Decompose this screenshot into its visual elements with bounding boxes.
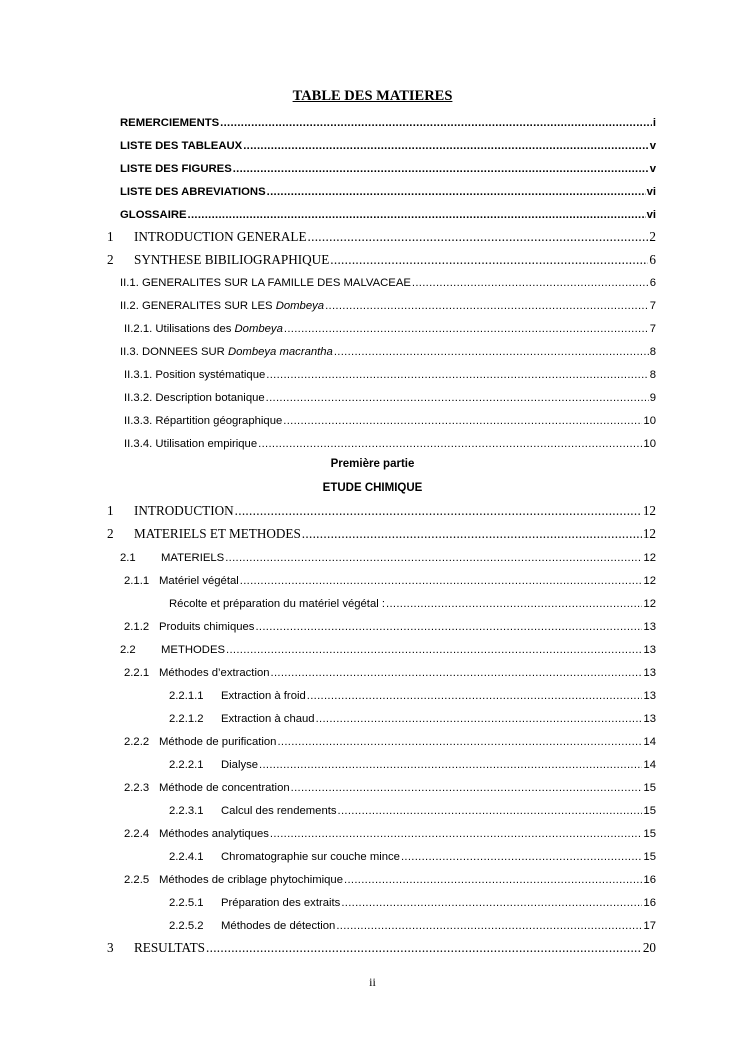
toc-entry-number: 2.2.5 bbox=[124, 874, 150, 886]
toc-entry-label: II.3.1. Position systématique bbox=[124, 369, 266, 381]
toc-entry[interactable] bbox=[120, 297, 656, 315]
toc-entry-page: 20 bbox=[642, 940, 656, 955]
dot-leader bbox=[188, 206, 646, 224]
dot-leader bbox=[325, 297, 649, 315]
toc-entry-label: SYNTHESE BIBILIOGRAPHIQUE bbox=[134, 252, 330, 267]
toc-entry-label: Méthodes d’extraction bbox=[159, 667, 270, 679]
dot-leader bbox=[270, 825, 643, 843]
toc-entry-label: II.3.2. Description botanique bbox=[124, 392, 265, 404]
dot-leader bbox=[206, 939, 642, 957]
toc-entry[interactable] bbox=[124, 435, 656, 453]
part-label: Première partie bbox=[330, 458, 415, 470]
toc-entry[interactable] bbox=[107, 502, 656, 520]
toc-entry-page: 7 bbox=[649, 323, 656, 335]
toc-entry-label: Calcul des rendements bbox=[221, 805, 337, 817]
toc-entry-label: Extraction à froid bbox=[221, 690, 306, 702]
dot-leader bbox=[302, 525, 642, 543]
toc-entry-label: REMERCIEMENTS bbox=[120, 117, 220, 129]
toc-entry[interactable] bbox=[120, 137, 656, 155]
toc-entry[interactable] bbox=[120, 114, 656, 132]
toc-entry[interactable] bbox=[124, 412, 656, 430]
toc-entry-page: 8 bbox=[649, 346, 656, 358]
toc-entry-number: 2.2.1 bbox=[124, 667, 150, 679]
toc-entry-label: II.1. GENERALITES SUR LA FAMILLE DES MALVACEAE bbox=[120, 277, 411, 289]
part-subtitle: ETUDE CHIMIQUE bbox=[322, 482, 423, 494]
toc-entry[interactable] bbox=[124, 825, 656, 843]
dot-leader bbox=[336, 917, 642, 935]
toc-entry-page: 12 bbox=[643, 598, 656, 610]
toc-entry-page: 13 bbox=[643, 690, 656, 702]
toc-entry-number: 2.2.2.1 bbox=[169, 759, 204, 771]
toc-entry[interactable] bbox=[169, 756, 656, 774]
page-number: ii bbox=[369, 975, 376, 989]
toc-entry-label: Chromatographie sur couche mince bbox=[221, 851, 400, 863]
toc-entry-label-italic: Dombeya bbox=[275, 300, 325, 312]
toc-entry-label: II.3.4. Utilisation empirique bbox=[124, 438, 258, 450]
toc-entry[interactable] bbox=[120, 160, 656, 178]
toc-entry-label: Méthodes analytiques bbox=[159, 828, 269, 840]
toc-entry-label: RESULTATS bbox=[134, 940, 206, 955]
toc-entry-label: Extraction à chaud bbox=[221, 713, 315, 725]
toc-entry-page: vi bbox=[646, 186, 656, 198]
toc-entry-label: LISTE DES FIGURES bbox=[120, 163, 232, 175]
toc-entry-label: II.2.1. Utilisations des Dombeya bbox=[124, 323, 283, 335]
toc-entry-label: INTRODUCTION GENERALE bbox=[134, 229, 307, 244]
toc-entry-number: 2.2.1.2 bbox=[169, 713, 204, 725]
toc-entry-page: 13 bbox=[643, 713, 656, 725]
toc-entry-page: 6 bbox=[649, 277, 656, 289]
dot-leader bbox=[271, 664, 643, 682]
toc-entry[interactable] bbox=[169, 848, 656, 866]
toc-entry[interactable] bbox=[124, 320, 656, 338]
dot-leader bbox=[334, 343, 649, 361]
toc-entry-number: 2.2.4 bbox=[124, 828, 150, 840]
toc-entry[interactable] bbox=[107, 228, 656, 246]
toc-entry[interactable] bbox=[120, 206, 656, 224]
toc-entry-page: 12 bbox=[643, 552, 656, 564]
toc-entry[interactable] bbox=[107, 525, 656, 543]
toc-entry-label: METHODES bbox=[161, 644, 226, 656]
toc-entry[interactable] bbox=[169, 894, 656, 912]
toc-entry-label: II.3. DONNEES SUR Dombeya macrantha bbox=[120, 346, 333, 358]
toc-entry-number: 2.2.1.1 bbox=[169, 690, 204, 702]
dot-leader bbox=[284, 320, 649, 338]
dot-leader bbox=[226, 641, 642, 659]
toc-entry[interactable] bbox=[124, 572, 656, 590]
dot-leader bbox=[258, 435, 642, 453]
toc-entry[interactable] bbox=[169, 687, 656, 705]
toc-entry[interactable] bbox=[169, 802, 656, 820]
toc-entry-page: 15 bbox=[643, 851, 656, 863]
dot-leader bbox=[316, 710, 643, 728]
toc-entry-number: 2.1 bbox=[120, 552, 136, 564]
toc-entry-page: 17 bbox=[643, 920, 656, 932]
toc-entry[interactable] bbox=[120, 549, 656, 567]
toc-entry-label: Méthode de purification bbox=[159, 736, 277, 748]
toc-entry-page: 16 bbox=[643, 874, 656, 886]
toc-entry[interactable] bbox=[169, 917, 656, 935]
toc-entry[interactable] bbox=[124, 366, 656, 384]
toc-title: TABLE DES MATIERES bbox=[292, 88, 453, 104]
dot-leader bbox=[291, 779, 643, 797]
dot-leader bbox=[233, 160, 649, 178]
toc-entry[interactable] bbox=[169, 595, 656, 613]
toc-entry[interactable] bbox=[124, 618, 656, 636]
dot-leader bbox=[283, 412, 642, 430]
toc-entry-label: Produits chimiques bbox=[159, 621, 255, 633]
toc-entry-page: v bbox=[649, 140, 656, 152]
toc-entry-label: MATERIELS ET METHODES bbox=[134, 526, 301, 541]
toc-entry-page: 14 bbox=[643, 736, 656, 748]
toc-entry[interactable] bbox=[120, 274, 656, 292]
toc-entry-number: 2.2.5.1 bbox=[169, 897, 204, 909]
toc-entry-number: 3 bbox=[107, 940, 114, 955]
toc-entry-label: INTRODUCTION bbox=[134, 503, 234, 518]
dot-leader bbox=[412, 274, 649, 292]
toc-entry-label: MATERIELS bbox=[161, 552, 225, 564]
toc-entry-page: 2 bbox=[649, 229, 656, 244]
dot-leader bbox=[344, 871, 642, 889]
toc-entry-page: 7 bbox=[649, 300, 656, 312]
toc-entry-label: II.2. GENERALITES SUR LES Dombeya bbox=[120, 300, 325, 312]
dot-leader bbox=[225, 549, 642, 567]
toc-entry-label: Récolte et préparation du matériel végétal : bbox=[169, 598, 386, 610]
toc-entry-page: 15 bbox=[643, 805, 656, 817]
toc-entry-page: 15 bbox=[643, 782, 656, 794]
toc-entry-page: 13 bbox=[643, 644, 656, 656]
dot-leader bbox=[308, 228, 649, 246]
toc-entry-number: 2 bbox=[107, 252, 114, 267]
toc-entry-number: 2.2.5.2 bbox=[169, 920, 204, 932]
toc-entry-page: 13 bbox=[643, 667, 656, 679]
toc-entry-number: 2.2.3.1 bbox=[169, 805, 204, 817]
toc-entry-page: v bbox=[649, 163, 656, 175]
toc-entry-page: 8 bbox=[649, 369, 656, 381]
toc-entry-page: 10 bbox=[643, 415, 656, 427]
toc-entry-number: 2 bbox=[107, 526, 114, 541]
toc-entry[interactable] bbox=[169, 710, 656, 728]
toc-entry-label: LISTE DES ABREVIATIONS bbox=[120, 186, 266, 198]
dot-leader bbox=[341, 894, 642, 912]
dot-leader bbox=[235, 502, 642, 520]
toc-entry-number: 2.2 bbox=[120, 644, 136, 656]
toc-entry-page: 10 bbox=[643, 438, 656, 450]
toc-entry-label-italic: Dombeya macrantha bbox=[227, 346, 333, 358]
toc-entry-number: 1 bbox=[107, 503, 114, 518]
dot-leader bbox=[401, 848, 642, 866]
toc-entry[interactable] bbox=[120, 343, 656, 361]
toc-entry[interactable] bbox=[124, 779, 656, 797]
dot-leader bbox=[243, 137, 649, 155]
toc-entry-number: 2.2.3 bbox=[124, 782, 150, 794]
dot-leader bbox=[266, 366, 648, 384]
toc-entry-number: 2.2.2 bbox=[124, 736, 150, 748]
toc-entry-label: Matériel végétal bbox=[159, 575, 239, 587]
toc-entry-page: 14 bbox=[643, 759, 656, 771]
toc-entry-label: II.3.3. Répartition géographique bbox=[124, 415, 283, 427]
toc-entry-page: vi bbox=[646, 209, 656, 221]
toc-entry-number: 2.1.2 bbox=[124, 621, 150, 633]
toc-entry[interactable] bbox=[124, 389, 656, 407]
toc-entry[interactable] bbox=[124, 733, 656, 751]
toc-entry-page: 16 bbox=[643, 897, 656, 909]
toc-entry-label: LISTE DES TABLEAUX bbox=[120, 140, 243, 152]
toc-entry-page: i bbox=[652, 117, 656, 129]
dot-leader bbox=[386, 595, 642, 613]
dot-leader bbox=[266, 389, 649, 407]
toc-entry-page: 6 bbox=[649, 252, 656, 267]
toc-entry-number: 2.2.4.1 bbox=[169, 851, 204, 863]
toc-entry-page: 12 bbox=[642, 526, 656, 541]
dot-leader bbox=[307, 687, 643, 705]
toc-entry[interactable] bbox=[107, 939, 656, 957]
toc-entry-page: 9 bbox=[649, 392, 656, 404]
toc-entry-number: 2.1.1 bbox=[124, 575, 150, 587]
dot-leader bbox=[220, 114, 652, 132]
toc-entry-page: 13 bbox=[643, 621, 656, 633]
toc-entry-label: GLOSSAIRE bbox=[120, 209, 187, 221]
dot-leader bbox=[255, 618, 642, 636]
dot-leader bbox=[267, 183, 646, 201]
toc-entry[interactable] bbox=[120, 641, 656, 659]
dot-leader bbox=[259, 756, 642, 774]
toc-entry-page: 12 bbox=[643, 575, 656, 587]
dot-leader bbox=[330, 251, 648, 269]
toc-entry-label: Dialyse bbox=[221, 759, 259, 771]
toc-entry-page: 12 bbox=[642, 503, 656, 518]
toc-entry-label: Méthodes de criblage phytochimique bbox=[159, 874, 343, 886]
toc-entry[interactable] bbox=[107, 251, 656, 269]
toc-entry[interactable] bbox=[120, 183, 656, 201]
toc-entry-label: Méthode de concentration bbox=[159, 782, 290, 794]
toc-entry[interactable] bbox=[124, 871, 656, 889]
toc-entry-number: 1 bbox=[107, 229, 114, 244]
dot-leader bbox=[240, 572, 643, 590]
toc-entry[interactable] bbox=[124, 664, 656, 682]
toc-entry-page: 15 bbox=[643, 828, 656, 840]
dot-leader bbox=[277, 733, 642, 751]
toc-entry-label: Méthodes de détection bbox=[221, 920, 336, 932]
dot-leader bbox=[338, 802, 643, 820]
toc-entry-label: Préparation des extraits bbox=[221, 897, 341, 909]
toc-entry-label-italic: Dombeya bbox=[234, 323, 283, 335]
